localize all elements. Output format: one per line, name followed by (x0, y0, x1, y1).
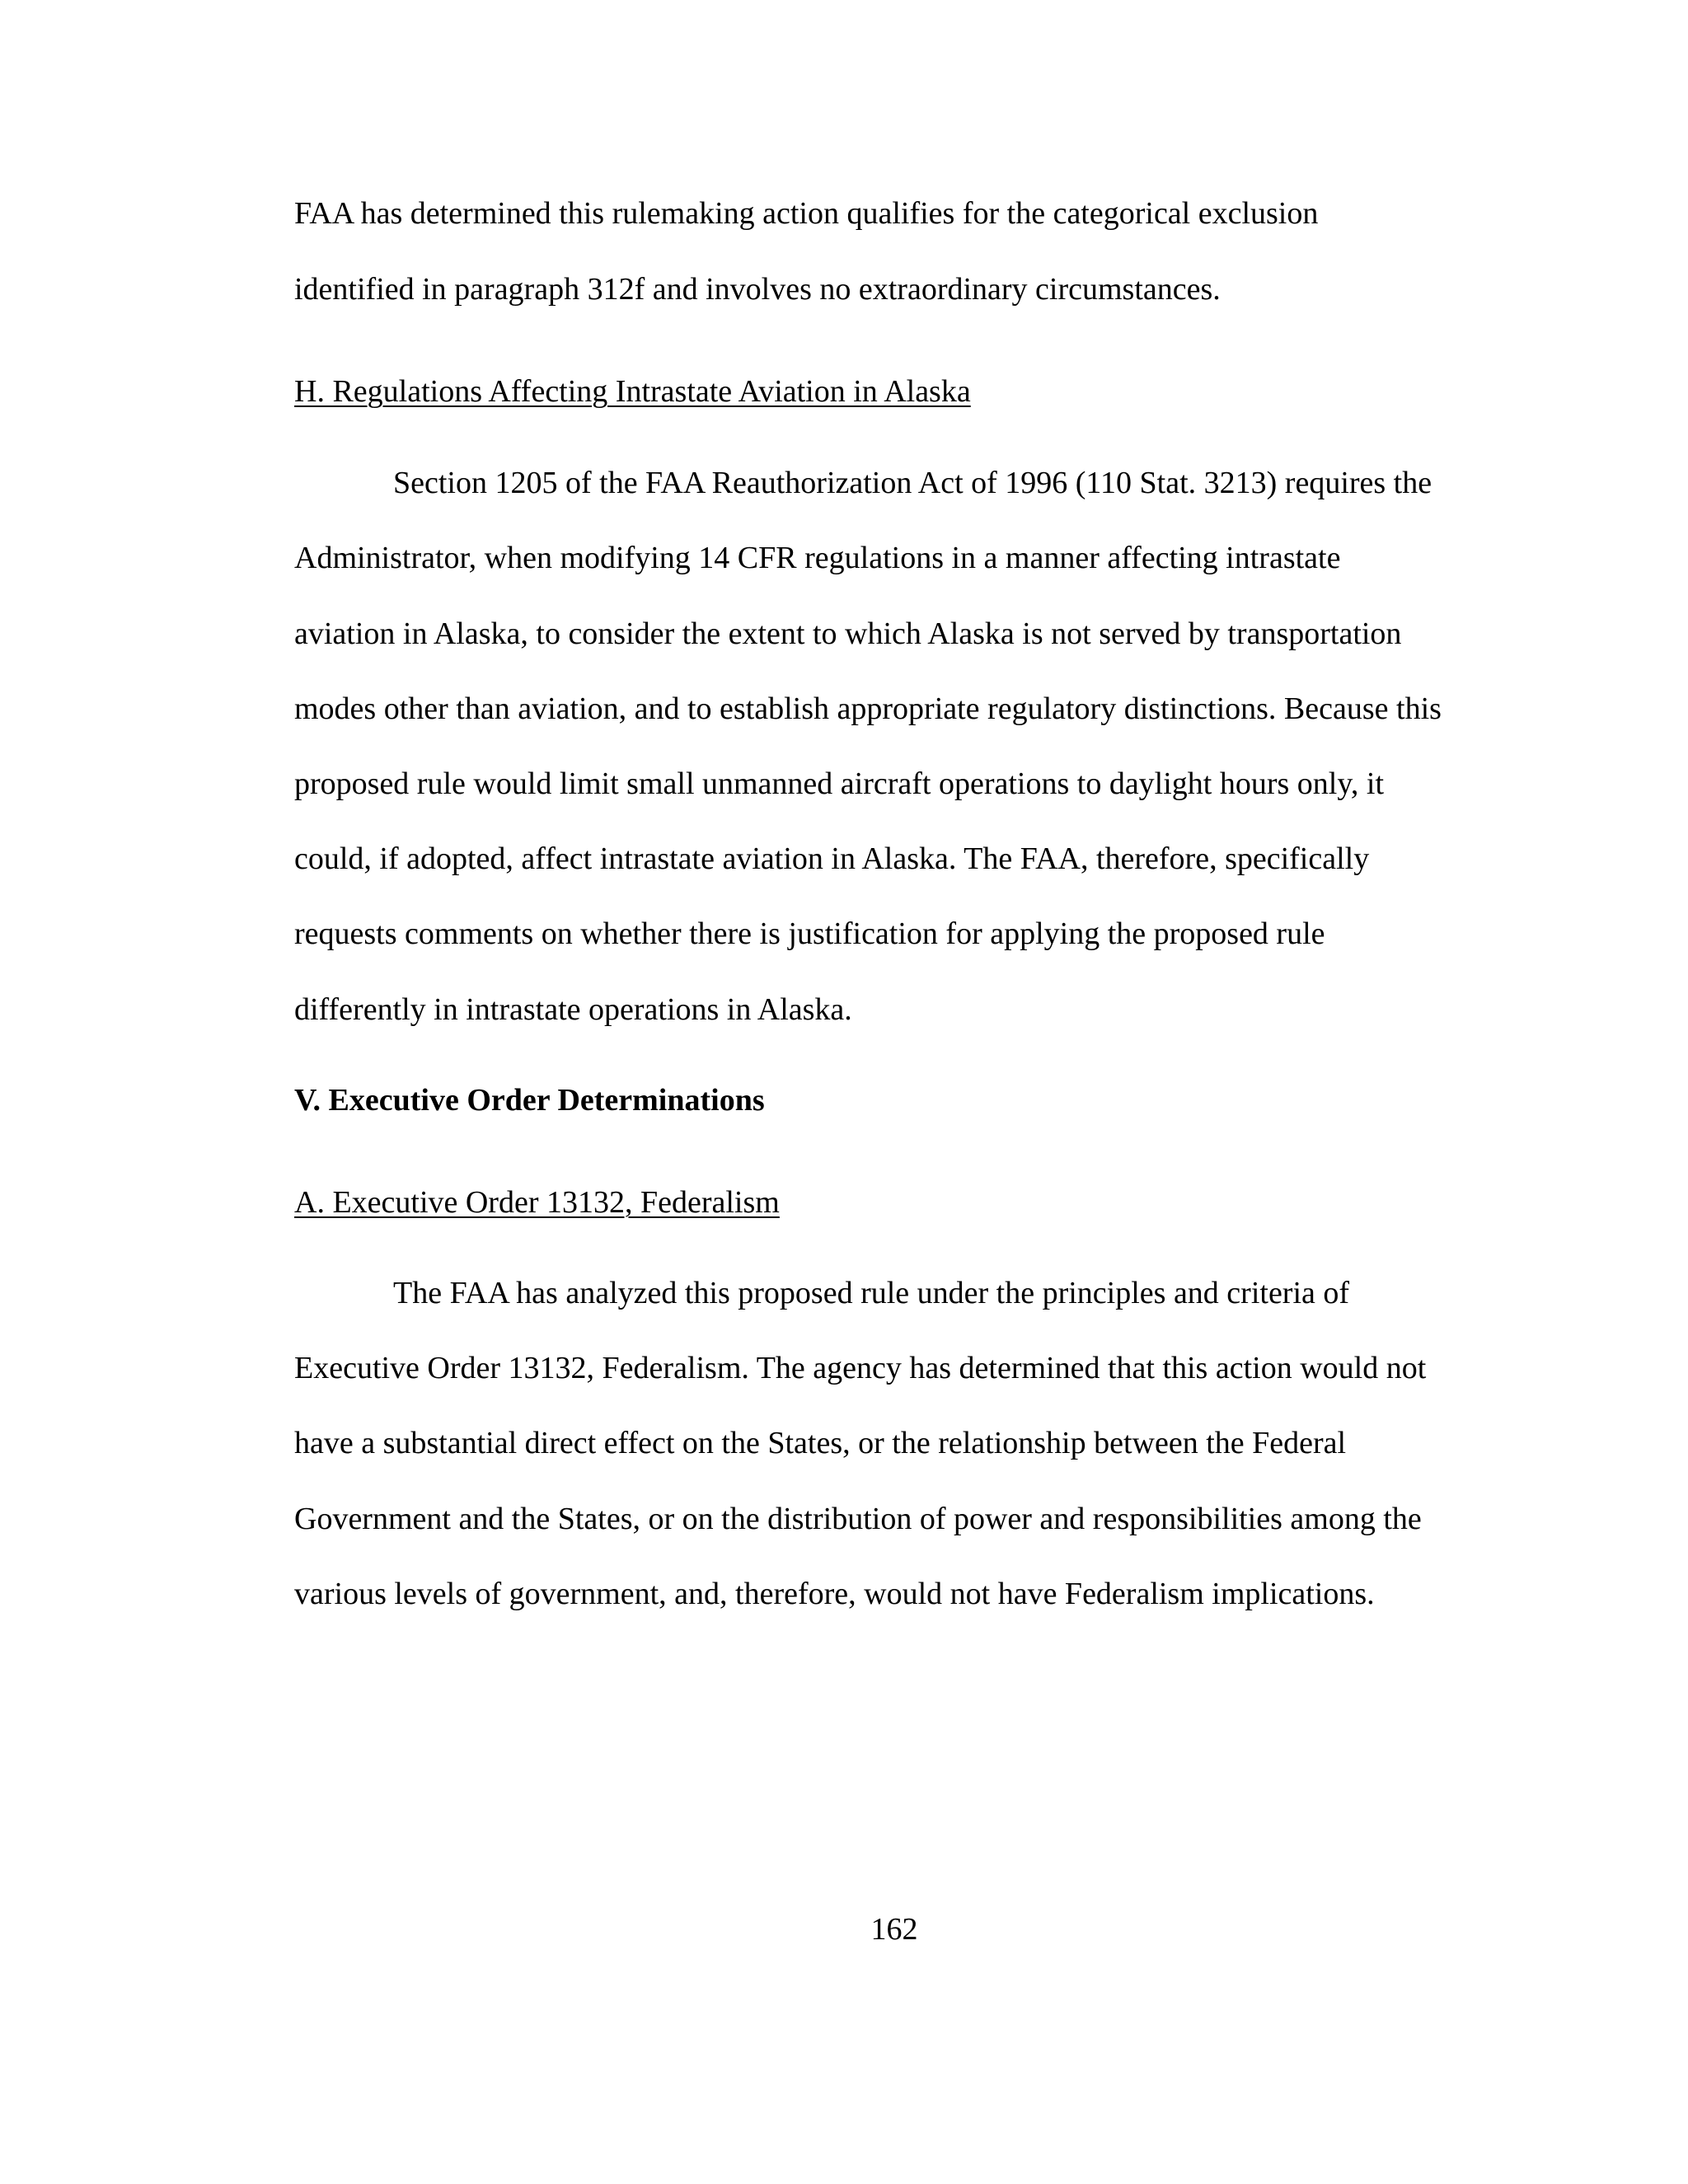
section-a-heading: A. Executive Order 13132, Federalism (294, 1185, 780, 1220)
body-text-line: identified in paragraph 312f and involves no extraordinary circumstances. (294, 272, 1221, 307)
body-text-line: various levels of government, and, therefore, would not have Federalism implications. (294, 1577, 1375, 1611)
body-text-line: requests comments on whether there is justification for applying the proposed rule (294, 916, 1325, 951)
body-text-line: Section 1205 of the FAA Reauthorization Act of 1996 (110 Stat. 3213) requires the (393, 466, 1432, 500)
section-h-heading: H. Regulations Affecting Intrastate Aviation in Alaska (294, 374, 971, 409)
section-v-heading: V. Executive Order Determinations (294, 1083, 765, 1118)
body-text-line: differently in intrastate operations in Alaska. (294, 992, 852, 1027)
body-text-line: Administrator, when modifying 14 CFR regulations in a manner affecting intrastate (294, 541, 1341, 575)
body-text-line: aviation in Alaska, to consider the extent to which Alaska is not served by transportation (294, 616, 1402, 651)
body-text-line: Government and the States, or on the distribution of power and responsibilities among the (294, 1502, 1422, 1536)
body-text-line: modes other than aviation, and to establish appropriate regulatory distinctions. Because this (294, 691, 1442, 726)
page-number: 162 (870, 1912, 918, 1947)
body-text-line: FAA has determined this rulemaking action qualifies for the categorical exclusion (294, 196, 1319, 231)
body-text-line: have a substantial direct effect on the States, or the relationship between the Federal (294, 1426, 1347, 1460)
body-text-line: Executive Order 13132, Federalism. The agency has determined that this action would not (294, 1351, 1427, 1385)
body-text-line: proposed rule would limit small unmanned aircraft operations to daylight hours only, it (294, 766, 1385, 801)
body-text-line: The FAA has analyzed this proposed rule under the principles and criteria of (393, 1276, 1350, 1310)
body-text-line: could, if adopted, affect intrastate aviation in Alaska. The FAA, therefore, specifically (294, 841, 1370, 876)
